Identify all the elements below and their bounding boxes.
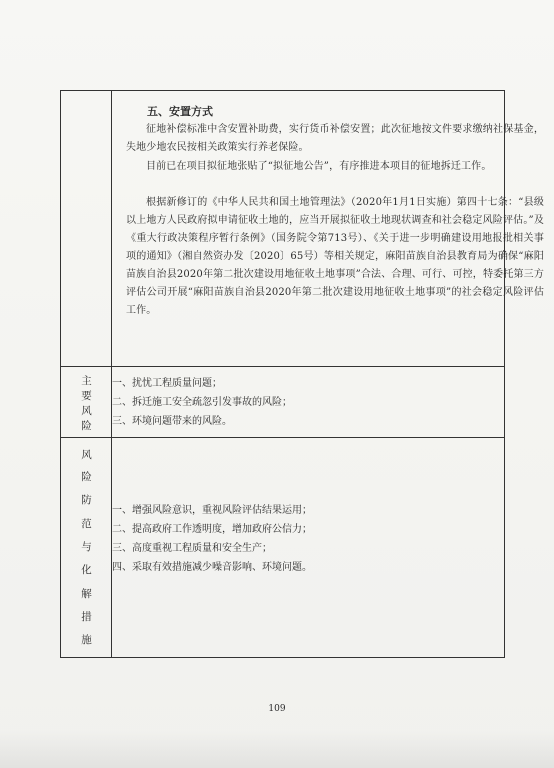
main-risks-label-char: 风 xyxy=(81,405,92,417)
measure-item: 四、采取有效措施减少噪音影响、环境问题。 xyxy=(112,562,312,573)
page-number: 109 xyxy=(268,704,286,714)
risk-measures-label-char: 化 xyxy=(81,564,92,576)
risk-measures-label-char: 风 xyxy=(81,449,92,461)
risk-measures-label-char: 防 xyxy=(81,494,92,506)
resettlement-row xyxy=(61,91,544,367)
main-risks-label-char: 主 xyxy=(81,375,92,387)
risk-measures-content-cell xyxy=(112,438,504,657)
risk-measures-label-char: 施 xyxy=(81,634,92,646)
resettlement-content-cell xyxy=(112,91,544,366)
measure-item: 二、提高政府工作透明度，增加政府公信力； xyxy=(112,524,312,535)
scan-shadow xyxy=(0,730,554,768)
measure-item: 三、高度重视工程质量和安全生产； xyxy=(112,543,272,554)
risk-measures-label-char: 与 xyxy=(81,541,92,553)
risk-measures-label-char: 措 xyxy=(81,611,92,623)
measure-item: 一、增强风险意识，重视风险评估结果运用； xyxy=(112,505,312,516)
main-risks-content-cell xyxy=(112,367,504,437)
risk-measures-label-char: 范 xyxy=(81,518,92,530)
paragraph-legal-basis: 根据新修订的《中华人民共和国土地管理法》（2020年1月1日实施）第四十七条：“县级以上地方人民政府拟申请征收土地的，应当开展拟征收土地现状调查和社会稳定风险评估。”及《重大行政决策程序暂行条例》（国务院令第713号）、《关于进一步明确建设用地报批相关事项的通知》（湘自然资办发〔2020〕65号）等相关规定，麻阳苗族自治县教育局为确保“麻阳苗族自治县2020年第二批次建设用地征收土地事项”合法、合理、可行、可控，特委托第三方评估公司开展“麻阳苗族自治县2020年第二批次建设用地征收土地事项”的社会稳定风险评估工作。 xyxy=(126,197,544,316)
main-risks-label-char: 要 xyxy=(81,390,92,402)
risk-measures-row xyxy=(61,438,504,657)
main-risks-label-char: 险 xyxy=(81,420,92,432)
risk-measures-label-cell xyxy=(61,438,112,657)
risk-item: 二、拆迁施工安全疏忽引发事故的风险； xyxy=(112,397,292,408)
risk-measures-label-char: 险 xyxy=(81,471,92,483)
risk-item: 三、环境问题带来的风险。 xyxy=(112,416,232,427)
paragraph-notice: 目前已在项目拟征地张贴了“拟征地公告”，有序推进本项目的征地拆迁工作。 xyxy=(146,161,492,172)
risk-item: 一、扰忧工程质量问题； xyxy=(112,378,222,389)
section-title: 五、安置方式 xyxy=(147,105,213,118)
resettlement-label-cell xyxy=(61,91,112,366)
paragraph-compensation: 征地补偿标准中含安置补助费，实行货币补偿安置；此次征地按文件要求缴纳社保基金，失地少地农民按相关政策实行养老保险。 xyxy=(126,124,544,153)
main-risks-label-cell xyxy=(61,367,112,437)
main-risks-row xyxy=(61,367,504,438)
document-table xyxy=(60,90,544,658)
risk-measures-label-char: 解 xyxy=(81,588,92,600)
